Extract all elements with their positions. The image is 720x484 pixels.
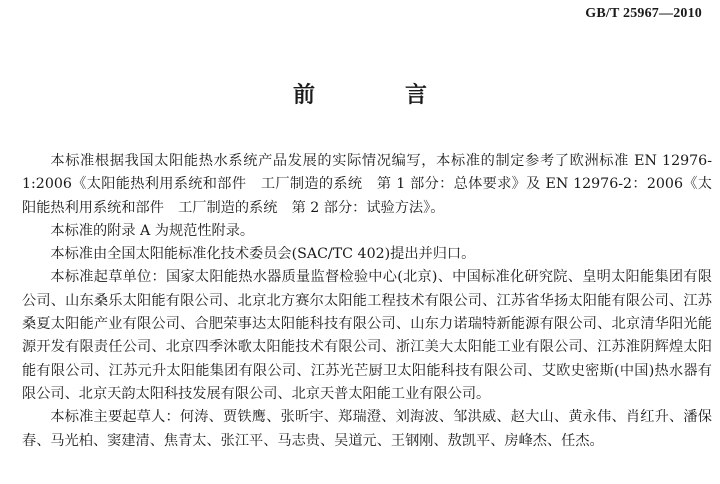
paragraph-reference: 本标准根据我国太阳能热水系统产品发展的实际情况编写，本标准的制定参考了欧洲标准 EN 12976-1:2006《太阳能热利用系统和部件 工厂制造的系统 第 1 部分：总体要求》及 EN 12976-2：2006《太阳能热利用系统和部件 工厂制造的系统 第 2 部分：试验方法》。 <box>22 153 712 216</box>
standard-code: GB/T 25967—2010 <box>585 6 702 21</box>
paragraph-drafting-units: 本标准起草单位：国家太阳能热水器质量监督检验中心(北京)、中国标准化研究院、皇明太阳能集团有限公司、山东桑乐太阳能有限公司、北京北方赛尔太阳能工程技术有限公司、江苏省华扬太阳能有限公司、江苏桑夏太阳能产业有限公司、合肥荣事达太阳能科技有限公司、山东力诺瑞特新能源有限公司、北京清华阳光能源开发有限责任公司、北京四季沐歌太阳能技术有限公司、浙江美大太阳能工业有限公司、江苏淮阴辉煌太阳能有限公司、江苏元升太阳能集团有限公司、江苏光芒厨卫太阳能科技有限公司、艾欧史密斯(中国)热水器有限公司、北京天韵太阳科技发展有限公司、北京天普太阳能工业有限公司。 <box>22 269 712 402</box>
page-title: 前 言 <box>292 83 461 108</box>
paragraph-drafters: 本标准主要起草人：何涛、贾铁鹰、张昕宇、郑瑞澄、刘海波、邹洪威、赵大山、黄永伟、肖红升、潘保春、马光柏、窦建清、焦青太、张江平、马志贵、吴道元、王钢刚、敖凯平、房峰杰、任杰。 <box>22 409 712 449</box>
document-body <box>22 150 712 453</box>
paragraph-committee: 本标准由全国太阳能标准化技术委员会(SAC/TC 402)提出并归口。 <box>50 246 476 263</box>
paragraph-appendix: 本标准的附录 A 为规范性附录。 <box>50 222 255 239</box>
